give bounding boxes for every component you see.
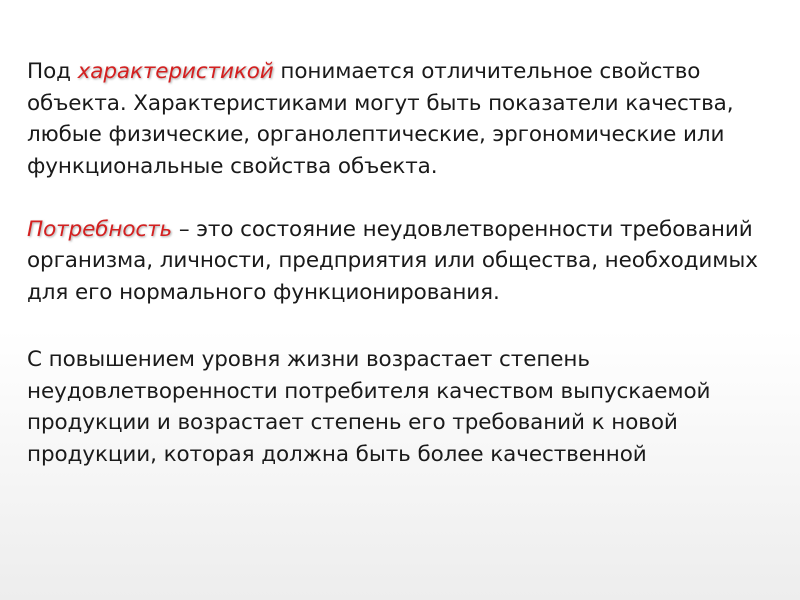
paragraph-text-after: – это состояние неудовлетворенности требований организма, личности, предприятия или общества, необходимых для его нормального функционирования. xyxy=(27,216,758,305)
paragraph-need-definition xyxy=(27,214,777,309)
paragraph-characteristic-definition xyxy=(27,56,777,182)
paragraph-text: С повышением уровня жизни возрастает степень неудовлетворенности потребителя качеством выпускаемой продукции и возрастает степень его требований к новой продукции, которая должна быть более качественной xyxy=(27,347,711,467)
paragraph-living-standard xyxy=(27,344,777,470)
term-characteristic: характеристикой xyxy=(77,59,274,84)
paragraph-text-after: понимается отличительное свойство объекта. Характеристиками могут быть показатели качества, любые физические, органолептические, эргономические или функциональные свойства объекта. xyxy=(27,59,734,179)
slide-content xyxy=(27,56,777,470)
term-need: Потребность xyxy=(27,216,173,242)
paragraph-text-before: Под xyxy=(27,59,78,84)
